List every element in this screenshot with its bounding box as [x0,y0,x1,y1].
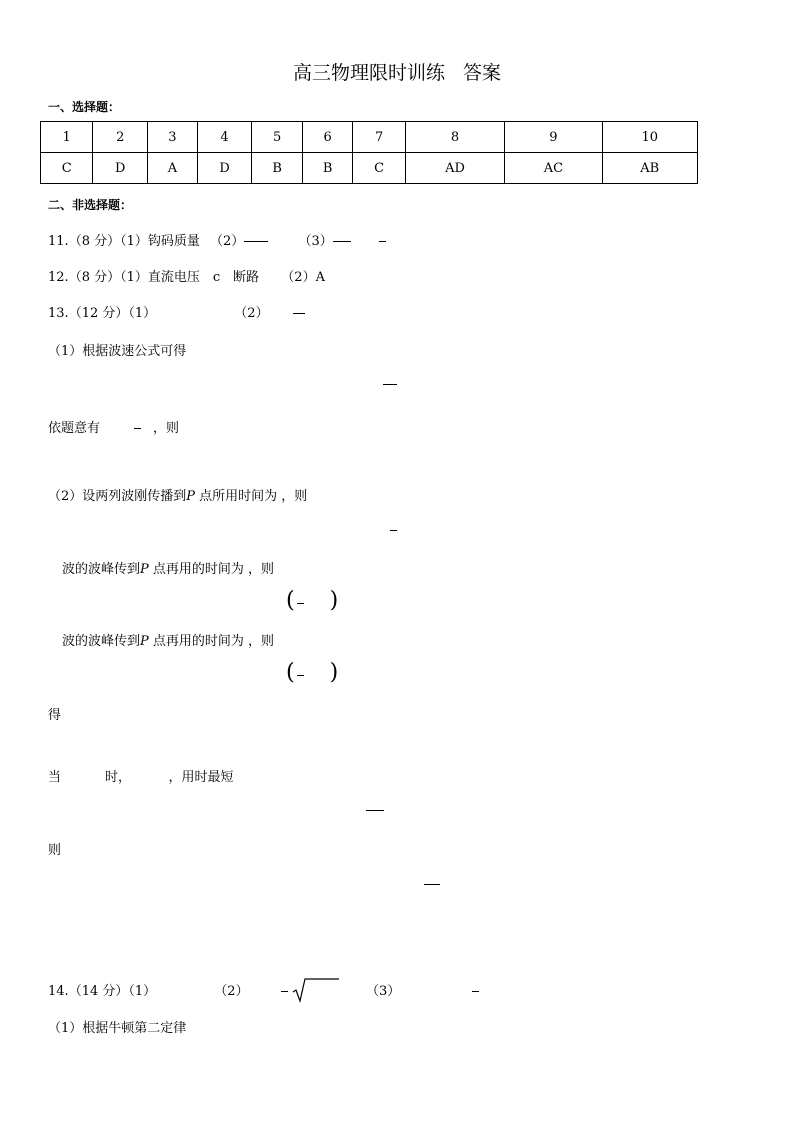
q13-score: （12 分） [68,306,129,321]
table-cell: AC [505,153,602,184]
paren-close: ) [329,588,339,613]
step-text: （2）设两列波刚传播到 [48,489,187,504]
solution-step-7 [48,766,234,785]
q11-line [48,230,386,249]
q11-number: 11. [48,234,69,249]
table-cell: 3 [148,122,198,153]
step-text: 波的波峰传到 [62,562,141,577]
sqrt-icon [292,981,340,1003]
table-cell: 9 [505,122,602,153]
table-cell: 4 [197,122,252,153]
table-cell: 10 [602,122,697,153]
q14-number: 14. [48,984,69,999]
solution-step-4 [62,558,274,577]
minus-sign [297,603,304,604]
table-cell: B [252,153,303,184]
q11-part2: （2） [210,234,245,249]
solution-step-6: 得 [48,708,62,723]
solution-step-1: （1）根据波速公式可得 [48,344,187,359]
q12-line [48,266,325,285]
fraction-bar [424,884,440,885]
minus-sign [297,675,304,676]
table-cell: 5 [252,122,303,153]
step-text: 依题意有 [48,421,101,436]
section-heading-nonchoice: 二、非选择题： [48,198,133,212]
section-heading-choice: 一、选择题： [48,100,121,114]
solution-step-3 [48,485,307,504]
fraction-bar [293,313,305,314]
step-text: 点所用时间为 ，则 [195,489,308,504]
step-text: 点再用的时间为 ，则 [148,634,275,649]
q11-score: （8 分） [68,234,121,249]
parenthesized-expression [286,660,338,685]
minus-sign [472,991,479,992]
minus-sign [134,428,141,429]
q14-line [48,980,479,1003]
table-cell: C [353,153,405,184]
fraction-bar [366,810,384,811]
step-text: 时， [105,770,125,785]
q13-part2: （2） [234,306,269,321]
solution-step-8: 则 [48,843,62,858]
fraction-bar [383,384,397,385]
table-cell: 7 [353,122,405,153]
solution-step-5 [62,630,274,649]
page-title [0,58,794,85]
table-cell: B [302,153,353,184]
table-row-numbers [41,122,698,153]
q13-line [48,302,305,321]
paren-close: ) [329,660,339,685]
point-p: P [140,562,149,577]
q12-part2: （2）A [281,270,325,285]
table-cell: AB [602,153,697,184]
paren-open: ( [286,660,295,685]
point-p: P [186,489,196,504]
q13-number: 13. [48,306,69,321]
table-cell: 6 [302,122,353,153]
q14-part1: （1） [128,984,157,999]
q11-part1: （1）钩码质量 [120,234,200,249]
fraction-bar [333,241,351,242]
point-p: P [140,634,149,649]
minus-sign [281,991,288,992]
solution-step-9: （1）根据牛顿第二定律 [48,1021,187,1036]
parenthesized-expression [286,588,338,613]
table-cell: D [197,153,252,184]
q11-part3: （3） [298,234,333,249]
step-text: ，用时最短 [168,770,234,785]
q14-part2: （2） [214,984,249,999]
q12-part1: （1）直流电压 c 断路 [120,270,260,285]
step-text: 当 [48,770,62,785]
q14-part3: （3） [366,984,401,999]
fraction-bar [244,241,268,242]
table-cell: 1 [41,122,93,153]
table-cell: AD [405,153,505,184]
step-text: 波的波峰传到 [62,634,141,649]
title-main: 高三物理限时训练 [292,62,445,84]
table-cell: C [41,153,93,184]
q14-score: （14 分） [68,984,129,999]
table-cell: 2 [93,122,148,153]
minus-sign [379,241,386,242]
table-cell: A [148,153,198,184]
title-sub: 答案 [463,62,502,84]
step-text: 点再用的时间为 ，则 [148,562,275,577]
paren-open: ( [286,588,295,613]
minus-sign [390,530,397,531]
q12-number: 12. [48,270,69,285]
table-cell: 8 [405,122,505,153]
answer-table [40,121,698,184]
step-text: ，则 [153,421,180,436]
q13-part1: （1） [128,306,157,321]
table-cell: D [93,153,148,184]
table-row-answers [41,153,698,184]
solution-step-2 [48,417,179,436]
q12-score: （8 分） [68,270,121,285]
